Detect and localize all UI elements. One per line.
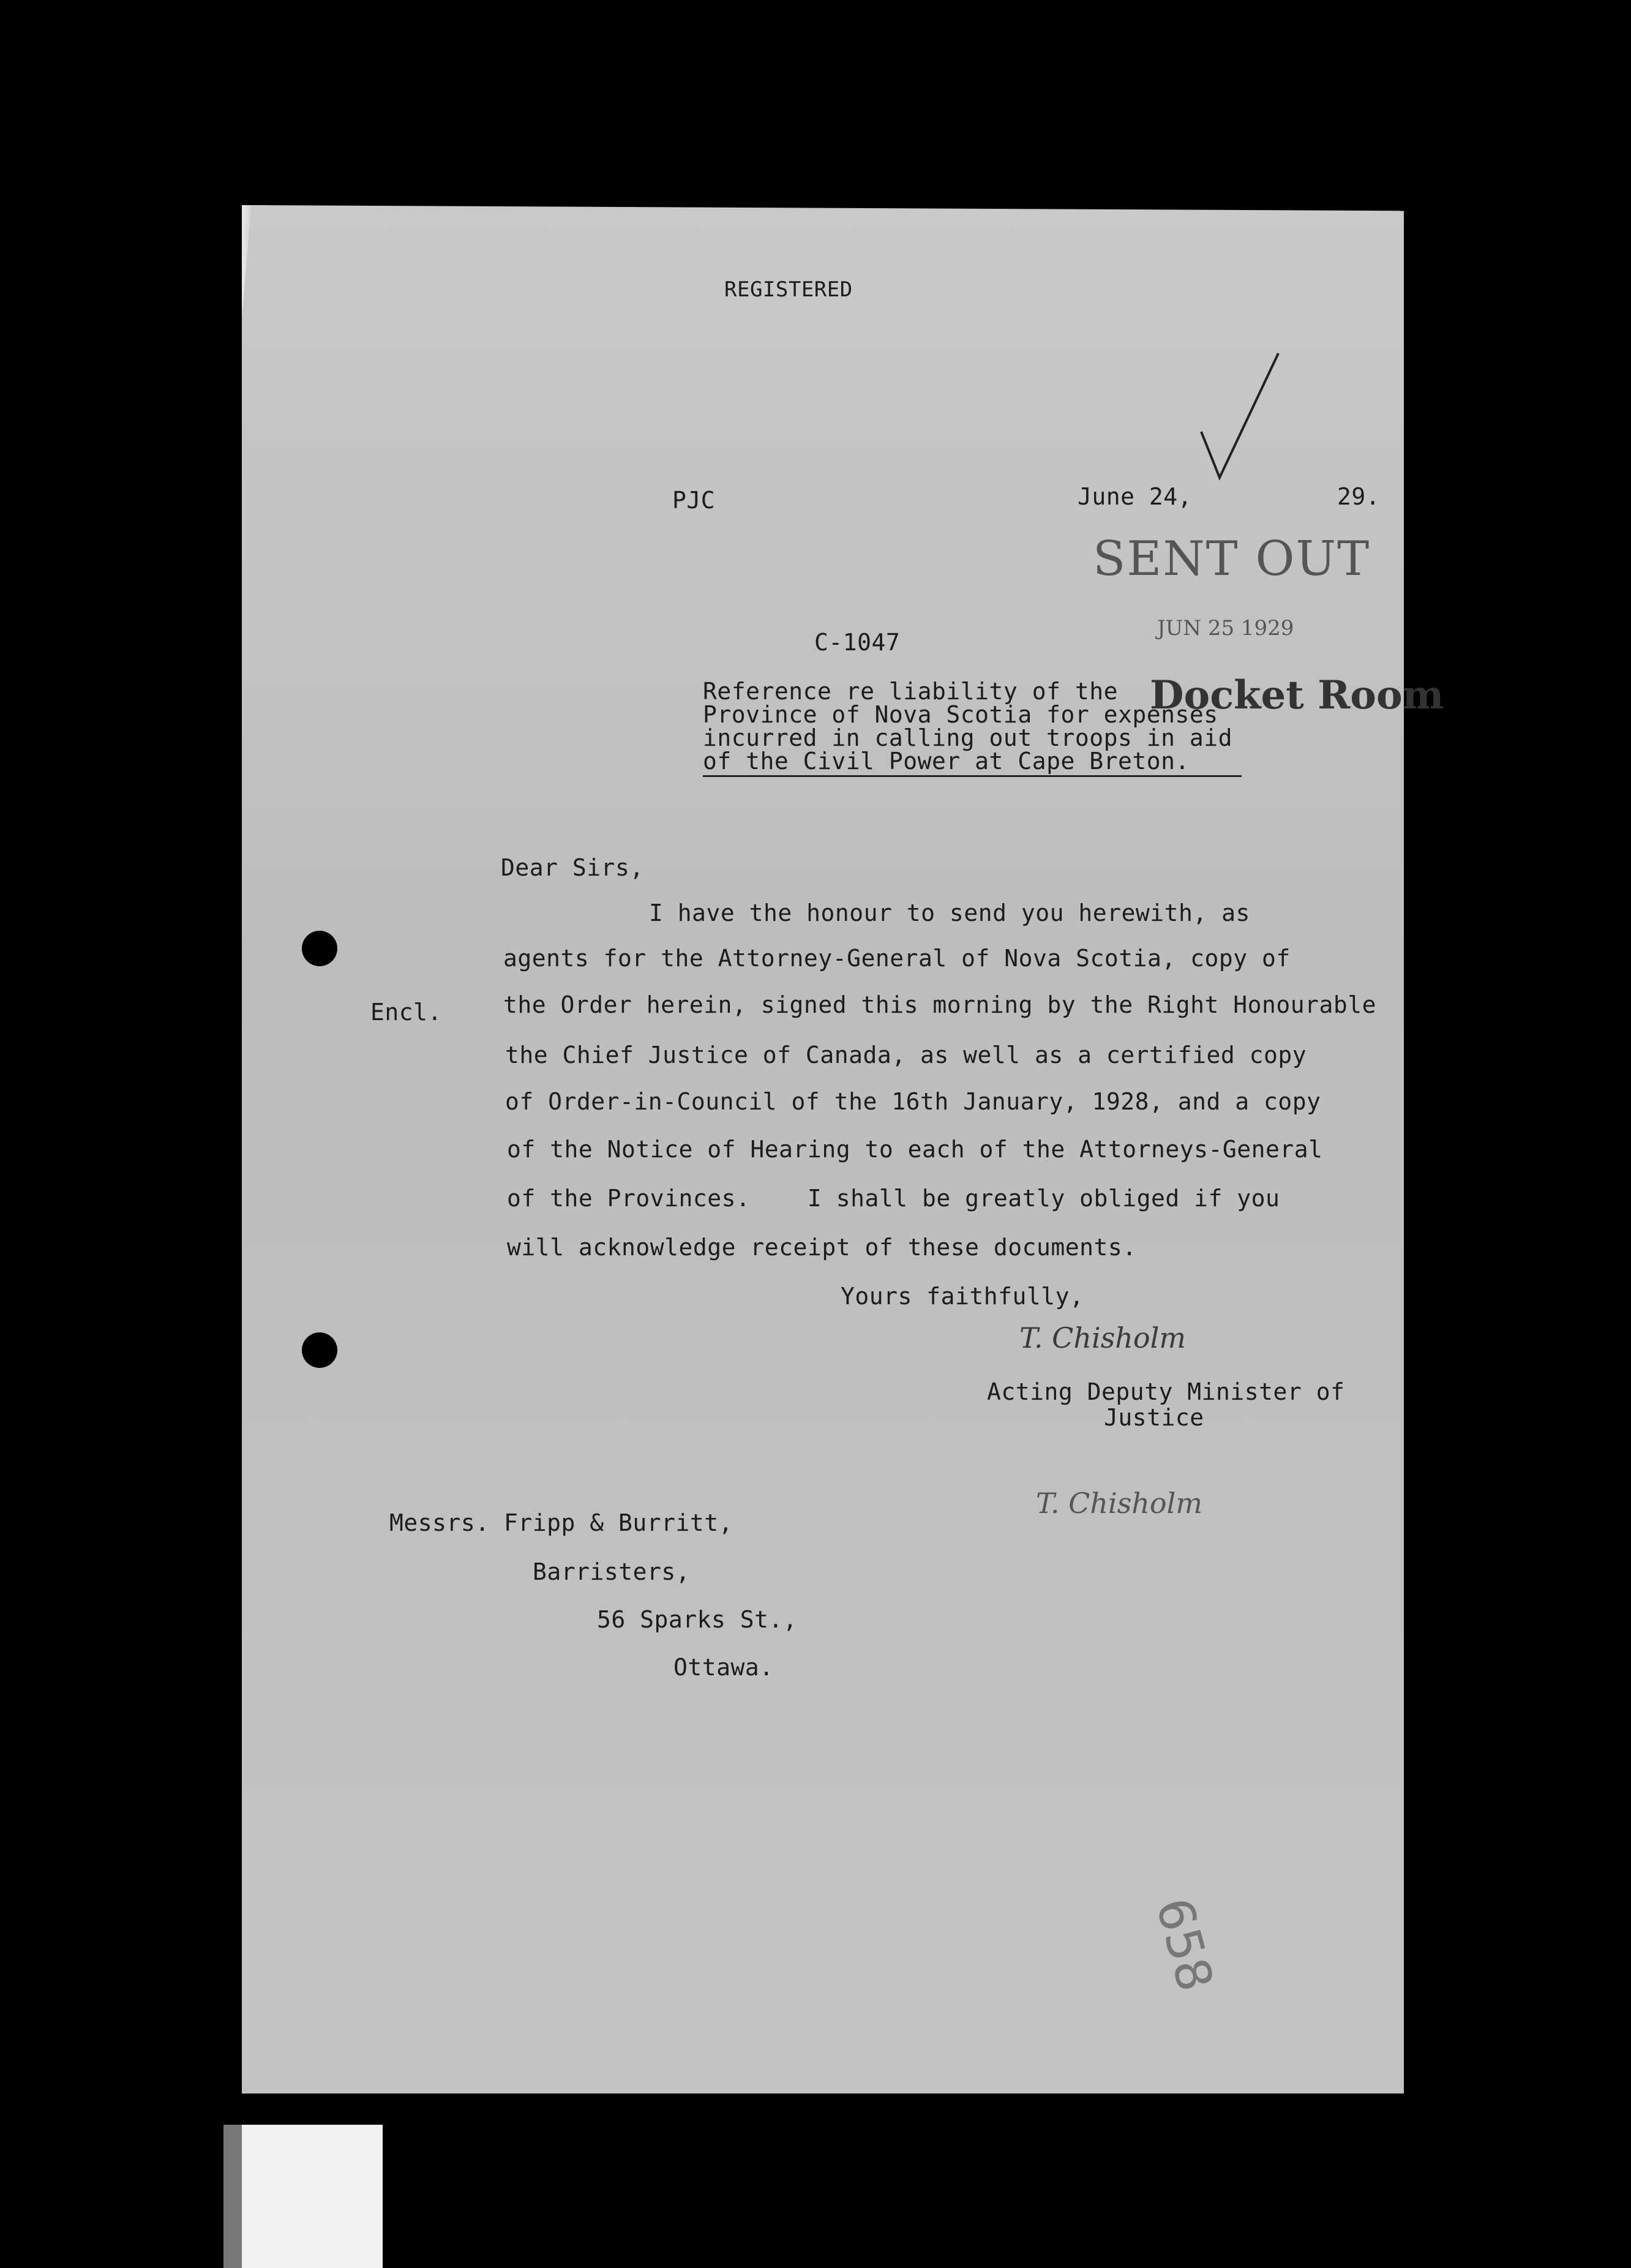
registered-label: REGISTERED bbox=[724, 277, 853, 302]
initialed-signature: T. Chisholm bbox=[1036, 1487, 1202, 1520]
closing: Yours faithfully, bbox=[841, 1283, 1084, 1310]
body-line-5: of Order-in-Council of the 16th January, 1928, and a copy bbox=[505, 1088, 1321, 1115]
address-line-3: 56 Sparks St., bbox=[597, 1606, 798, 1633]
body-line-2: agents for the Attorney-General of Nova Scotia, copy of bbox=[503, 945, 1291, 972]
salutation: Dear Sirs, bbox=[501, 854, 644, 881]
margin-note-encl: Encl. bbox=[370, 999, 442, 1026]
body-line-1: I have the honour to send you herewith, as bbox=[649, 899, 1250, 926]
punch-hole bbox=[302, 1332, 337, 1368]
date-year: 29. bbox=[1337, 483, 1381, 510]
sent-out-stamp: SENT OUT bbox=[1093, 531, 1371, 587]
address-line-1: Messrs. Fripp & Burritt, bbox=[389, 1509, 733, 1536]
index-tab bbox=[242, 2125, 383, 2268]
initials: PJC bbox=[672, 487, 716, 514]
body-line-4: the Chief Justice of Canada, as well as a certified copy bbox=[505, 1042, 1307, 1068]
signature-title-line-1: Acting Deputy Minister of bbox=[987, 1378, 1345, 1405]
subject-line-2: Province of Nova Scotia for expenses bbox=[703, 701, 1218, 728]
subject-line-4: of the Civil Power at Cape Breton. bbox=[703, 748, 1190, 775]
file-number: C-1047 bbox=[814, 629, 901, 656]
subject-underline bbox=[703, 775, 1242, 777]
signature: T. Chisholm bbox=[1019, 1321, 1186, 1354]
tab-shadow bbox=[223, 2125, 242, 2268]
stamp-date: JUN 25 1929 bbox=[1157, 616, 1294, 640]
body-line-8: will acknowledge receipt of these documents. bbox=[507, 1234, 1137, 1261]
subject-line-1: Reference re liability of the bbox=[703, 678, 1118, 705]
checkmark-icon bbox=[1200, 352, 1280, 481]
body-line-6: of the Notice of Hearing to each of the Attorneys-General bbox=[507, 1136, 1323, 1163]
subject-line-3: incurred in calling out troops in aid bbox=[703, 724, 1232, 751]
signature-title-line-2: Justice bbox=[1104, 1404, 1204, 1431]
punch-hole bbox=[302, 931, 337, 966]
date-day: June 24, bbox=[1078, 483, 1193, 510]
docket-room-stamp: Docket Room bbox=[1150, 672, 1444, 718]
body-line-3: the Order herein, signed this morning by the Right Honourable bbox=[503, 991, 1377, 1018]
body-line-7: of the Provinces. I shall be greatly obliged if you bbox=[507, 1185, 1280, 1212]
address-line-4: Ottawa. bbox=[673, 1654, 774, 1681]
address-line-2: Barristers, bbox=[533, 1558, 691, 1585]
archive-number: 658 bbox=[1145, 1892, 1224, 1997]
